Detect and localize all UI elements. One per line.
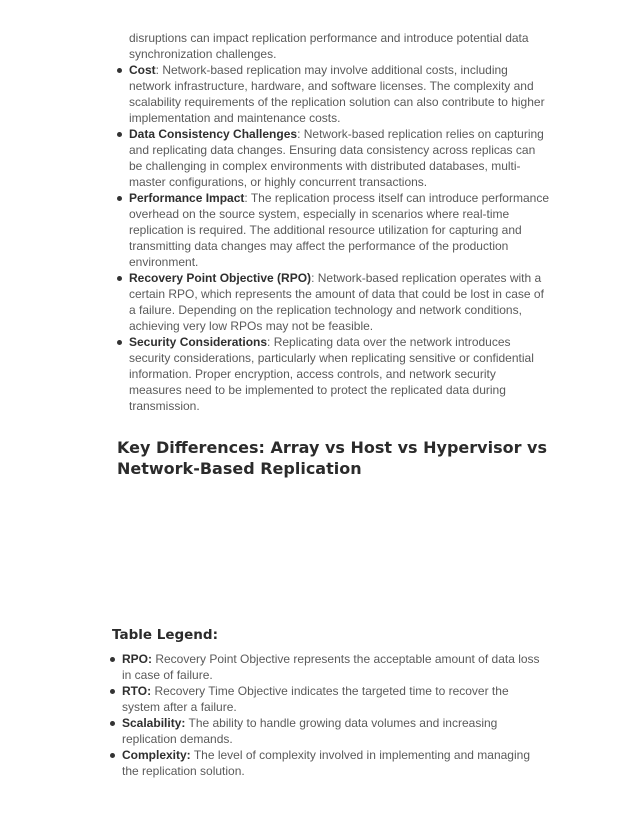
list-item: [122, 651, 542, 683]
continued-paragraph: disruptions can impact replication performance and introduce potential data synchronization challenges.: [129, 31, 529, 61]
bullet-icon: [110, 721, 115, 726]
bullet-icon: [117, 132, 122, 137]
bullet-icon: [110, 689, 115, 694]
list-item: [129, 334, 549, 414]
table-legend-list: [0, 651, 638, 779]
list-item: [129, 62, 549, 126]
list-item-term: Cost: [129, 63, 156, 77]
network-replication-challenges-list: [0, 62, 638, 414]
list-item-term: Scalability:: [122, 716, 186, 730]
list-item: [129, 190, 549, 270]
list-item-term: Security Considerations: [129, 335, 268, 349]
list-item-term: RPO:: [122, 652, 152, 666]
list-item-separator: :: [244, 191, 251, 205]
list-item: [122, 683, 542, 715]
bullet-icon: [110, 753, 115, 758]
bullet-icon: [117, 196, 122, 201]
list-item-term: Complexity:: [122, 748, 191, 762]
list-item-text: Network-based replication may involve additional costs, including network infrastructure, hardware, and software licenses. The complexity and scalability requirements of the replication solution can also contribute to higher implementation and maintenance costs.: [129, 63, 545, 125]
list-item: [129, 270, 549, 334]
bullet-icon: [117, 340, 122, 345]
list-item: [129, 126, 549, 190]
list-item-text: The level of complexity involved in implementing and managing the replication solution.: [122, 748, 530, 778]
list-item-text: Network-based replication operates with a certain RPO, which represents the amount of data that could be lost in case of a failure. Depending on the replication technology and network conditions, achieving very low RPOs may not be feasible.: [129, 271, 544, 333]
section-heading: Key Differences: Array vs Host vs Hypervisor vs Network-Based Replication: [117, 438, 548, 478]
bullet-icon: [117, 68, 122, 73]
list-item-text: Network-based replication relies on capturing and replicating data changes. Ensuring data consistency across replicas can be challenging in complex environments with distributed databases, multi-master configurations, or highly concurrent transactions.: [129, 127, 544, 189]
list-item: [122, 747, 542, 779]
list-item-separator: :: [155, 63, 163, 77]
list-item-text: Recovery Time Objective indicates the targeted time to recover the system after a failure.: [122, 684, 509, 714]
bullet-icon: [117, 276, 122, 281]
list-item-text: The ability to handle growing data volumes and increasing replication demands.: [122, 716, 498, 746]
list-item-term: Performance Impact: [129, 191, 245, 205]
list-item-text: Replicating data over the network introduces security considerations, particularly when replicating sensitive or confidential information. Proper encryption, access controls, and network security measures need to be implemented to protect the replicated data during transmission.: [129, 335, 534, 413]
bullet-icon: [110, 657, 115, 662]
legend-heading: Table Legend:: [112, 627, 218, 643]
list-item-separator: :: [311, 271, 318, 285]
list-item-term: Data Consistency Challenges: [129, 127, 298, 141]
list-item-separator: :: [297, 127, 304, 141]
list-item-term: Recovery Point Objective (RPO): [129, 271, 312, 285]
list-item-text: Recovery Point Objective represents the acceptable amount of data loss in case of failure.: [122, 652, 540, 682]
list-item: [122, 715, 542, 747]
list-item-separator: :: [267, 335, 274, 349]
list-item-term: RTO:: [122, 684, 152, 698]
list-item-text: The replication process itself can introduce performance overhead on the source system, especially in scenarios where real-time replication is required. The additional resource utilization for capturing and transmitting data changes may affect the performance of the production environment.: [129, 191, 549, 269]
